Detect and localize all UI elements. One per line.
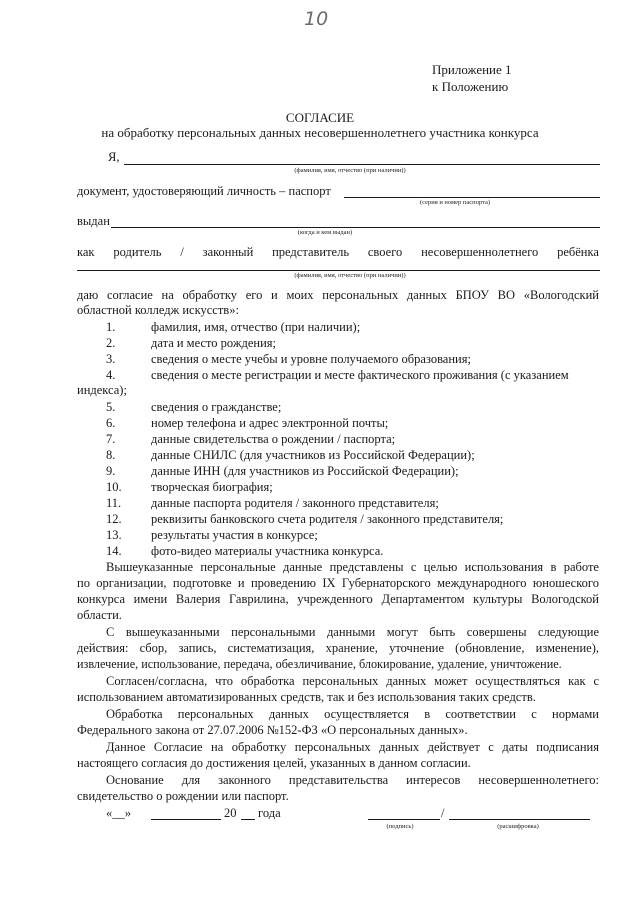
consent-intro-line-2: областной колледж искусств»: bbox=[77, 303, 239, 317]
date-year-blank-line bbox=[241, 819, 255, 820]
list-item-number: 9. bbox=[106, 464, 116, 478]
parent-word: родитель bbox=[113, 245, 162, 259]
issued-label: выдан bbox=[77, 214, 110, 228]
paragraph-purpose: Вышеуказанные персональные данные представлены с целью использования в работе bbox=[106, 560, 599, 574]
fio-blank-line bbox=[124, 164, 600, 165]
consent-intro-line-1: даю согласие на обработку его и моих персональных данных БПОУ ВО «Вологодский bbox=[77, 288, 599, 302]
list-item-continuation: индекса); bbox=[77, 383, 127, 397]
list-item-number: 13. bbox=[106, 528, 122, 542]
list-item: данные ИНН (для участников из Российской Федерации); bbox=[151, 464, 459, 478]
paragraph-automation: Согласен/согласна, что обработка персональных данных может осуществляться как с bbox=[106, 674, 599, 688]
list-item-number: 2. bbox=[106, 336, 116, 350]
list-item: сведения о гражданстве; bbox=[151, 400, 282, 414]
date-year-prefix: 20 bbox=[224, 806, 237, 820]
paragraph-purpose: по организации, подготовке и проведению IX Губернаторского международного юношеского bbox=[77, 576, 599, 590]
date-day-field: «__» bbox=[106, 806, 131, 820]
signature-hint: (подпись) bbox=[386, 823, 414, 830]
issued-hint: (когда и кем выдан) bbox=[297, 229, 353, 236]
parent-word: своего bbox=[367, 245, 403, 259]
paragraph-purpose: конкурса имени Валерия Гаврилина, учрежденного Департаментом культуры Вологодской bbox=[77, 592, 599, 606]
date-year-suffix: года bbox=[258, 806, 281, 820]
list-item: результаты участия в конкурсе; bbox=[151, 528, 318, 542]
child-fio-hint: (фамилия, имя, отчество (при наличии)) bbox=[294, 272, 406, 279]
list-item-number: 6. bbox=[106, 416, 116, 430]
fio-hint: (фамилия, имя, отчество (при наличии)) bbox=[294, 167, 406, 174]
list-item: реквизиты банковского счета родителя / законного представителя; bbox=[151, 512, 504, 526]
list-item: данные СНИЛС (для участников из Российской Федерации); bbox=[151, 448, 475, 462]
issued-blank-line bbox=[111, 227, 600, 228]
ya-label: Я, bbox=[108, 150, 120, 164]
list-item-number: 14. bbox=[106, 544, 122, 558]
list-item: творческая биография; bbox=[151, 480, 273, 494]
paragraph-actions: действия: сбор, запись, систематизация, хранение, уточнение (обновление, изменение), bbox=[77, 641, 599, 655]
passport-blank-line bbox=[344, 197, 600, 198]
parent-word: как bbox=[77, 245, 95, 259]
paragraph-automation: использованием автоматизированных средств, так и без использования таких средств. bbox=[77, 690, 536, 704]
parent-word: несовершеннолетнего bbox=[421, 245, 539, 259]
signature-blank-line bbox=[368, 819, 440, 820]
handwritten-page-number: 10 bbox=[304, 8, 329, 30]
paragraph-actions: С вышеуказанными персональными данными могут быть совершены следующие bbox=[106, 625, 599, 639]
parent-word: / bbox=[180, 245, 184, 259]
parent-word: ребёнка bbox=[557, 245, 599, 259]
parent-representative-line bbox=[77, 245, 599, 260]
paragraph-law: Федерального закона от 27.07.2006 №152-ФЗ «О персональных данных». bbox=[77, 723, 468, 737]
paragraph-law: Обработка персональных данных осуществляется в соответствии с нормами bbox=[106, 707, 599, 721]
date-month-blank-line bbox=[151, 819, 221, 820]
paragraph-basis: Основание для законного представительства интересов несовершеннолетнего: bbox=[106, 773, 599, 787]
document-title: СОГЛАСИЕ bbox=[285, 110, 355, 125]
list-item: данные свидетельства о рождении / паспорта; bbox=[151, 432, 396, 446]
document-label: документ, удостоверяющий личность – паспорт bbox=[77, 184, 331, 198]
paragraph-validity: Данное Согласие на обработку персональных данных действует с даты подписания bbox=[106, 740, 599, 754]
parent-word: законный bbox=[202, 245, 254, 259]
list-item-number: 1. bbox=[106, 320, 116, 334]
list-item: сведения о месте учебы и уровне получаемого образования; bbox=[151, 352, 471, 366]
list-item: номер телефона и адрес электронной почты; bbox=[151, 416, 389, 430]
list-item-number: 12. bbox=[106, 512, 122, 526]
parent-word: представитель bbox=[272, 245, 350, 259]
child-fio-blank-line bbox=[77, 270, 600, 271]
paragraph-actions: извлечение, использование, передача, обезличивание, блокирование, удаление, уничтожение. bbox=[77, 657, 562, 671]
appendix-line-2: к Положению bbox=[432, 79, 509, 94]
passport-hint: (серия и номер паспорта) bbox=[419, 199, 491, 206]
list-item: дата и место рождения; bbox=[151, 336, 277, 350]
list-item-number: 8. bbox=[106, 448, 116, 462]
list-item: данные паспорта родителя / законного представителя; bbox=[151, 496, 439, 510]
list-item: сведения о месте регистрации и месте фактического проживания (с указанием bbox=[151, 368, 569, 382]
list-item-number: 11. bbox=[106, 496, 122, 510]
list-item-number: 3. bbox=[106, 352, 116, 366]
list-item-number: 7. bbox=[106, 432, 116, 446]
list-item: фото-видео материалы участника конкурса. bbox=[151, 544, 384, 558]
paragraph-basis: свидетельство о рождении или паспорт. bbox=[77, 789, 289, 803]
paragraph-purpose: области. bbox=[77, 608, 122, 622]
paragraph-validity: настоящего согласия до достижения целей, указанных в данном согласии. bbox=[77, 756, 471, 770]
appendix-line-1: Приложение 1 bbox=[432, 62, 512, 77]
list-item-number: 10. bbox=[106, 480, 122, 494]
list-item: фамилия, имя, отчество (при наличии); bbox=[151, 320, 361, 334]
document-subtitle: на обработку персональных данных несовершеннолетнего участника конкурса bbox=[101, 125, 539, 140]
list-item-number: 4. bbox=[106, 368, 116, 382]
list-item-number: 5. bbox=[106, 400, 116, 414]
decoding-hint: (расшифровка) bbox=[497, 823, 539, 830]
decoding-blank-line bbox=[449, 819, 590, 820]
signature-slash: / bbox=[441, 806, 445, 820]
